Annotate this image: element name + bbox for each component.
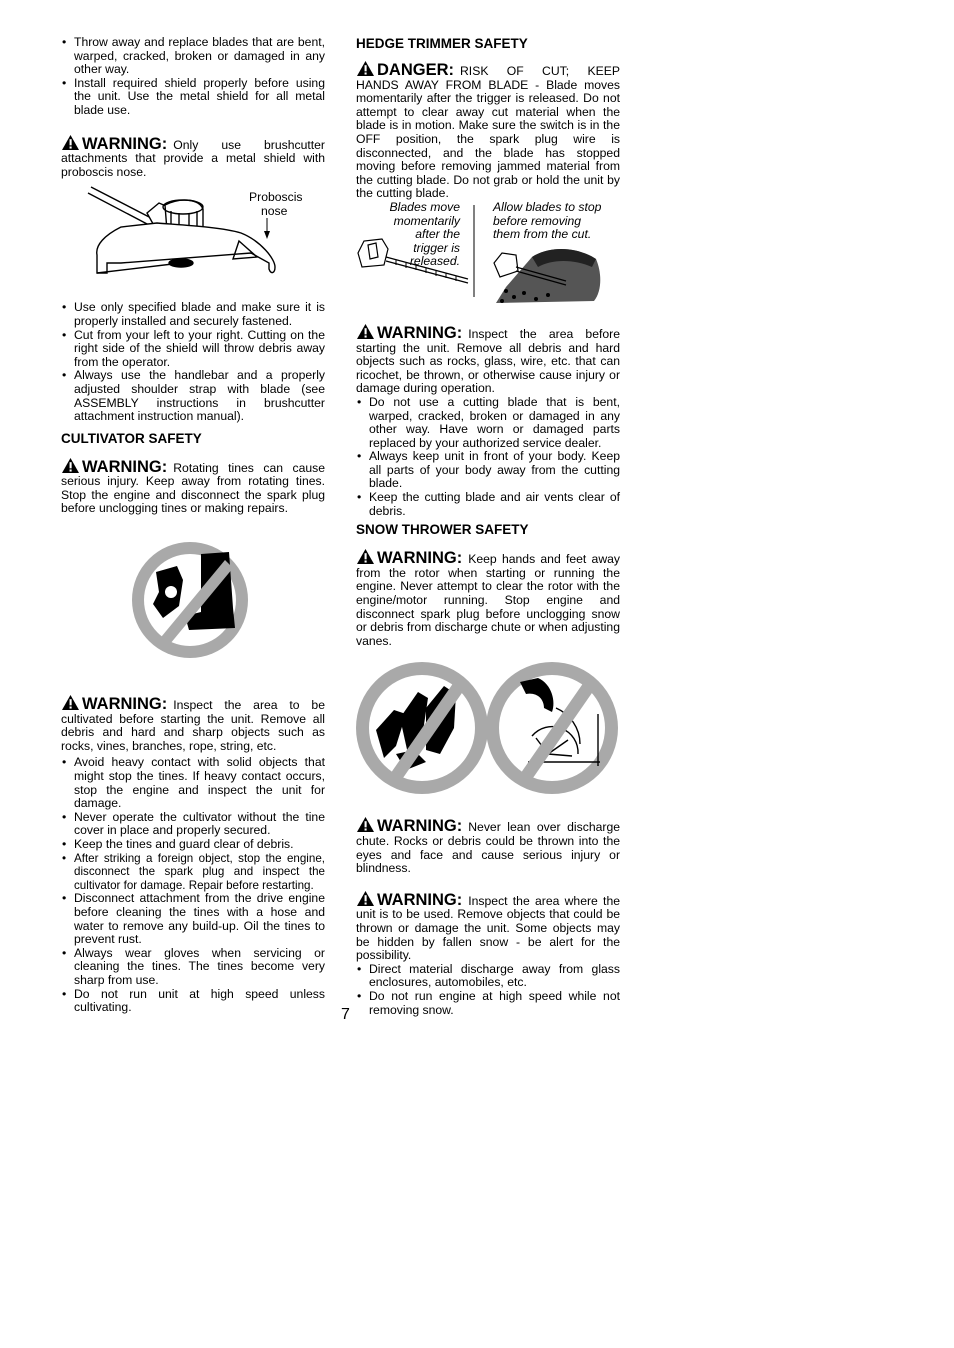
list-item: • Cut from your left to your right. Cutting on the right side of the shield will throw debris away from the operator. (61, 329, 325, 370)
warning-label: WARNING: (82, 695, 168, 714)
list-item: • Do not use a cutting blade that is bent, warped, cracked, broken or damaged in any other way. Have worn or damaged parts replaced by your authorized service dealer. (356, 396, 620, 450)
hedge-trimmer-safety-heading: HEDGE TRIMMER SAFETY (356, 36, 528, 51)
warning-text: Rotating tines can cause serious injury. Keep away from rotating tines. Stop the engine and disconnect the spark plug before unclogging tines or making repairs. (61, 460, 325, 516)
snow-warning-rotor (356, 548, 620, 648)
snow-warning-inspect (356, 890, 620, 963)
warning-label: WARNING: (82, 457, 168, 476)
warning-triangle-icon (356, 890, 375, 907)
list-item: • Disconnect attachment from the drive engine before cleaning the tines with a hose and water to remove any build-up. Oil the tines to prevent rust. (61, 892, 325, 946)
proboscis-caption: Proboscis nose (249, 190, 303, 218)
warning-text: Inspect the area before starting the unit. Remove all debris and hard objects such as rocks, glass, wire, etc. that can ricochet, be thrown, or otherwise cause injury or damage during operation. (356, 326, 620, 396)
right-column (356, 36, 620, 1017)
list-item: • Direct material discharge away from glass enclosures, automobiles, etc. (356, 963, 620, 990)
hedge-danger-notice (356, 60, 620, 201)
blade-replacement-list (61, 36, 325, 118)
left-column (61, 36, 325, 1015)
list-item: • Do not run unit at high speed unless cultivating. (61, 988, 325, 1015)
warning-text: Keep hands and feet away from the rotor when starting or running the engine. Never attempt to clear the rotor with the engine/motor running. Stop engine and disconnect spark plug before unclogging snow or debris from discharge chute or when adjusting vanes. (356, 552, 620, 648)
danger-label: DANGER: (377, 61, 454, 79)
list-item: • Keep the tines and guard clear of debris. (61, 838, 325, 852)
brushcutter-warning (61, 134, 325, 180)
danger-text: RISK OF CUT; KEEP HANDS AWAY FROM BLADE - Blade moves momentarily after the trigger is released. Do not attempt to clear away cut material when the blade is in motion. Make sure the switch is in the OFF position, the spark plug wire is disconnected, and the blade has stopped moving before removing jammed material from the cutting blade. Do not grab or hold the unit by the cutting blade. (356, 64, 620, 201)
list-item: • Avoid heavy contact with solid objects that might stop the tines. If heavy contact occurs, stop the engine and inspect the unit for damage. (61, 756, 325, 810)
warning-triangle-icon (356, 548, 375, 565)
hedge-caption-left: Blades move momentarily after the trigger is released. (389, 199, 460, 269)
hedge-list (356, 396, 620, 518)
warning-label: WARNING: (377, 817, 463, 836)
warning-triangle-icon (356, 323, 375, 340)
list-item: • Use only specified blade and make sure it is properly installed and securely fastened. (61, 301, 325, 328)
hedge-trimmer-figure (356, 201, 620, 313)
hedge-caption-right: Allow blades to stop before removing them from the cut. (493, 199, 602, 242)
list-item: • Do not run engine at high speed while not removing snow. (356, 990, 620, 1017)
snow-warning-chute (356, 816, 620, 875)
blade-usage-list (61, 301, 325, 423)
warning-text: Inspect the area where the unit is to be used. Remove objects that could be thrown or damage the unit. Some objects may be hidden by fallen snow - be alert for the possibility. (356, 893, 620, 963)
snow-prohibition-figure (356, 658, 620, 804)
warning-label: WARNING: (377, 323, 463, 342)
warning-text: Never lean over discharge chute. Rocks or debris could be thrown into the eyes and face and cause serious injury or blindness. (356, 820, 620, 876)
list-item: • After striking a foreign object, stop the engine, disconnect the spark plug and inspect the cultivator for damage. Repair before restarting. (61, 852, 325, 893)
warning-label: WARNING: (377, 890, 463, 909)
cultivator-prohibition-figure (61, 520, 325, 684)
snow-thrower-safety-heading: SNOW THROWER SAFETY (356, 522, 529, 538)
prohibition-circle-icon (61, 520, 325, 684)
list-item: • Keep the cutting blade and air vents clear of debris. (356, 491, 620, 518)
warning-triangle-icon (61, 134, 80, 151)
warning-text: Only use brushcutter attachments that provide a metal shield with proboscis nose. (61, 137, 325, 179)
warning-triangle-icon (356, 60, 375, 77)
list-item: • Always use the handlebar and a properly adjusted shoulder strap with blade (see ASSEMBLY instructions in brushcutter attachment instruction manual). (61, 369, 325, 423)
cultivator-list (61, 756, 325, 1014)
snow-list (356, 963, 620, 1017)
shield-figure (61, 183, 325, 299)
list-item: • Throw away and replace blades that are bent, warped, cracked, broken or damaged in any other way. (61, 36, 325, 77)
cultivator-safety-heading: CULTIVATOR SAFETY (61, 430, 202, 446)
list-item: • Never operate the cultivator without the tine cover in place and properly secured. (61, 811, 325, 838)
warning-label: WARNING: (377, 549, 463, 568)
warning-triangle-icon (356, 816, 375, 833)
warning-label: WARNING: (82, 134, 168, 153)
cultivator-warning-inspect (61, 694, 325, 753)
list-item: • Install required shield properly before using the unit. Use the metal shield for all metal blade use. (61, 77, 325, 118)
hedge-warning-inspect (356, 323, 620, 396)
warning-triangle-icon (61, 457, 80, 474)
warning-triangle-icon (61, 694, 80, 711)
list-item: • Always keep unit in front of your body. Keep all parts of your body away from the cutting blade. (356, 450, 620, 491)
warning-text: Inspect the area to be cultivated before starting the unit. Remove all debris and hard and sharp objects such as rocks, vines, branches, rope, string, etc. (61, 698, 325, 753)
list-item: • Always wear gloves when servicing or cleaning the tines. The tines become very sharp from use. (61, 947, 325, 988)
cultivator-warning-tines (61, 457, 325, 516)
prohibition-circle-icon (356, 658, 620, 804)
page-number: 7 (341, 1006, 350, 1023)
